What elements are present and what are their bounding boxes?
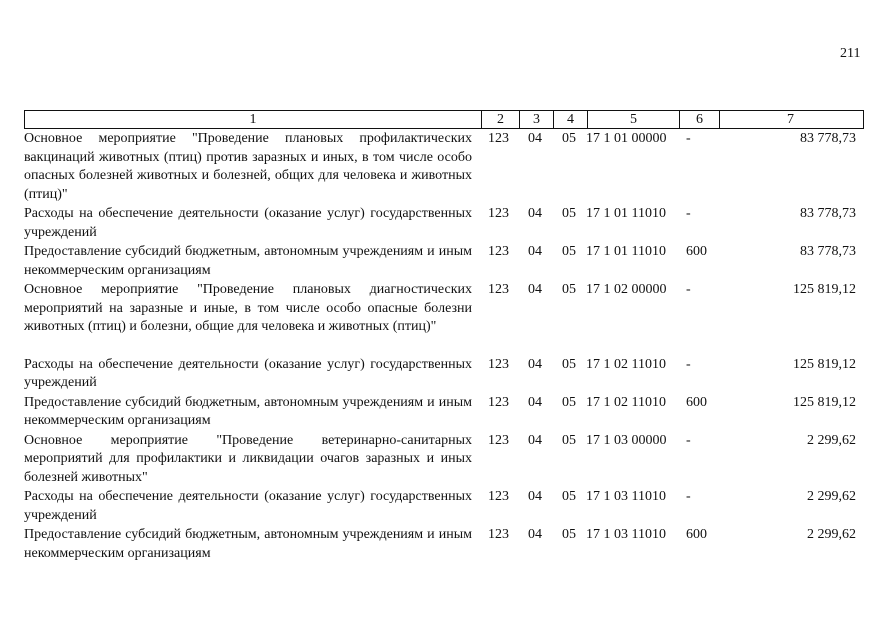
row-section-code: 04 [528,432,542,448]
row-amount: 2 299,62 [807,489,856,504]
table-row [24,130,864,204]
row-target-article: 17 1 03 00000 [586,432,667,448]
row-target-article: 17 1 02 11010 [586,356,666,372]
row-amount: 125 819,12 [793,356,856,372]
table-row [24,432,864,488]
row-target-article: 17 1 02 11010 [586,394,666,410]
row-description: Расходы на обеспечение деятельности (оказание услуг) государственных учреждений [24,356,472,390]
row-ministry-code: 123 [488,527,509,542]
row-ministry-code: 123 [488,282,509,297]
table-row [24,281,864,337]
row-subsection-code: 05 [562,394,576,410]
row-subsection-code: 05 [562,356,576,372]
header-col-4: 4 [553,111,587,128]
row-ministry-code: 123 [488,432,509,448]
table-row [24,394,864,431]
header-col-2: 2 [481,111,519,128]
row-ministry-code: 123 [488,356,509,372]
row-description: Расходы на обеспечение деятельности (оказание услуг) государственных учреждений [24,206,472,240]
row-ministry-code: 123 [488,489,509,504]
row-spacer [24,337,864,355]
row-section-code: 04 [528,282,542,297]
row-subsection-code: 05 [562,432,576,448]
row-target-article: 17 1 03 11010 [586,489,666,504]
row-target-article: 17 1 01 00000 [586,131,667,146]
row-amount: 83 778,73 [800,131,856,146]
row-description: Основное мероприятие "Проведение плановых профилактических вакцинаций животных (птиц) против заразных и иных, в том числе особо опасных болезней животных и болезней, общих для человека и животных (птиц)" [24,131,472,202]
row-target-article: 17 1 01 11010 [586,244,666,259]
row-expense-type: - [686,206,691,221]
row-subsection-code: 05 [562,206,576,221]
row-description: Основное мероприятие "Проведение ветеринарно-санитарных мероприятий для профилактики и ликвидации очагов заразных и иных болезней животных" [24,432,472,485]
row-amount: 83 778,73 [800,244,856,259]
row-amount: 83 778,73 [800,206,856,221]
row-expense-type: - [686,356,691,372]
header-col-1: 1 [249,112,257,127]
row-subsection-code: 05 [562,131,576,146]
row-subsection-code: 05 [562,282,576,297]
budget-table [24,110,864,563]
header-col-3: 3 [519,111,553,128]
header-col-6: 6 [679,111,719,128]
row-amount: 125 819,12 [793,394,856,410]
table-row [24,205,864,242]
table-row [24,488,864,525]
row-ministry-code: 123 [488,244,509,259]
row-section-code: 04 [528,206,542,221]
row-expense-type: - [686,432,691,448]
row-description: Основное мероприятие "Проведение плановых диагностических мероприятий на заразные и иные, в том числе особо опасные болезни животных (птиц) и болезни, общие для человека и животных (птиц)" [24,282,472,334]
row-expense-type: 600 [686,394,707,410]
row-target-article: 17 1 02 00000 [586,282,667,297]
row-expense-type: 600 [686,244,707,259]
row-subsection-code: 05 [562,527,576,542]
page-number: 211 [840,46,861,61]
row-section-code: 04 [528,527,542,542]
row-section-code: 04 [528,244,542,259]
table-row [24,243,864,280]
row-expense-type: - [686,282,691,297]
row-ministry-code: 123 [488,206,509,221]
row-expense-type: - [686,489,691,504]
row-subsection-code: 05 [562,489,576,504]
row-description: Предоставление субсидий бюджетным, автономным учреждениям и иным некоммерческим организациям [24,394,472,428]
row-ministry-code: 123 [488,394,509,410]
row-section-code: 04 [528,356,542,372]
row-target-article: 17 1 03 11010 [586,527,666,542]
table-row [24,526,864,563]
row-subsection-code: 05 [562,244,576,259]
row-description: Расходы на обеспечение деятельности (оказание услуг) государственных учреждений [24,489,472,523]
row-section-code: 04 [528,131,542,146]
row-target-article: 17 1 01 11010 [586,206,666,221]
table-header [24,110,864,129]
header-col-7: 7 [719,111,861,128]
row-amount: 2 299,62 [807,432,856,448]
row-section-code: 04 [528,489,542,504]
row-amount: 125 819,12 [793,282,856,297]
header-col-5: 5 [587,111,679,128]
row-expense-type: - [686,131,691,146]
row-ministry-code: 123 [488,131,509,146]
row-description: Предоставление субсидий бюджетным, автономным учреждениям и иным некоммерческим организациям [24,244,472,278]
row-section-code: 04 [528,394,542,410]
row-amount: 2 299,62 [807,527,856,542]
table-row [24,356,864,393]
row-description: Предоставление субсидий бюджетным, автономным учреждениям и иным некоммерческим организациям [24,527,472,561]
row-expense-type: 600 [686,527,707,542]
